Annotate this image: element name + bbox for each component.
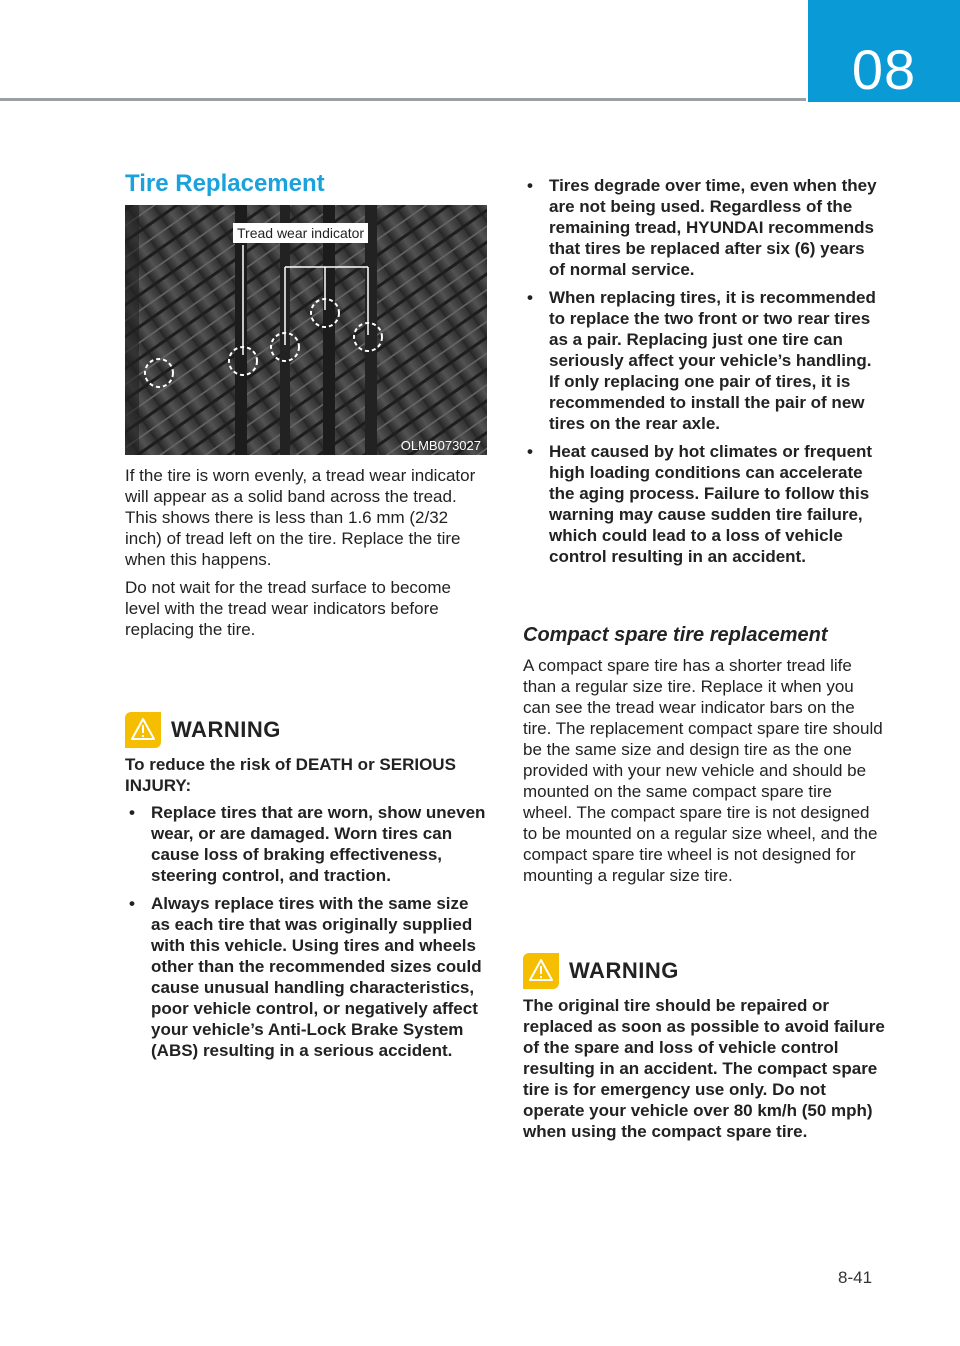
list-item-text: Tires degrade over time, even when they are not being used. Regardless of the remaining tread, HYUNDAI recommends that tires be replaced after six (6) years of normal service.	[549, 176, 877, 279]
list-item	[523, 175, 885, 280]
bullet-dot: •	[129, 894, 135, 913]
list-item	[523, 287, 885, 434]
list-item	[125, 802, 487, 886]
warning-triangle-icon	[528, 958, 554, 982]
warning-header	[125, 712, 487, 748]
chapter-tab: 08	[808, 0, 960, 102]
list-item	[523, 441, 885, 567]
intro-text-block	[125, 465, 487, 640]
warning-header	[523, 953, 885, 989]
list-item-text: Heat caused by hot climates or frequent high loading conditions can accelerate the aging process. Failure to follow this warning may cause sudden tire failure, which could lead to a loss of vehicle control resulting in an accident.	[549, 442, 873, 566]
section-title: Tire Replacement	[125, 170, 325, 197]
header-rule	[0, 98, 806, 101]
paragraph: Do not wait for the tread surface to become level with the tread wear indicators before replacing the tire.	[125, 578, 452, 639]
tread-wear-indicator-label: Tread wear indicator	[233, 223, 368, 243]
warning-intro: To reduce the risk of DEATH or SERIOUS INJURY:	[125, 755, 456, 795]
page-number: 8-41	[838, 1268, 873, 1287]
subsection-title: Compact spare tire replacement	[523, 624, 828, 646]
warning-block-left	[125, 712, 487, 1068]
warning-bullet-list	[125, 802, 487, 1061]
paragraph: If the tire is worn evenly, a tread wear indicator will appear as a solid band across the tread. This shows there is less than 1.6 mm (2/32 inch) of tread left on the tire. Replace the tire when this happens.	[125, 466, 476, 569]
bullet-dot: •	[527, 288, 533, 307]
warning-text: The original tire should be repaired or replaced as soon as possible to avoid failure of the spare and loss of vehicle control resulting in an accident. The compact spare tire is for emergency use only. Do not operate your vehicle over 80 km/h (50 mph) when using the compact spare tire.	[523, 996, 885, 1141]
warning-triangle-icon	[130, 717, 156, 741]
warning-badge	[125, 712, 161, 748]
list-item	[125, 893, 487, 1061]
tire-tread-figure	[125, 205, 487, 455]
warning-block-right	[523, 953, 885, 1142]
list-item-text: Replace tires that are worn, show uneven wear, or are damaged. Worn tires can cause loss of braking effectiveness, steering control, and traction.	[151, 803, 486, 885]
bullet-dot: •	[527, 442, 533, 461]
warning-title: WARNING	[171, 717, 281, 742]
warning-badge	[523, 953, 559, 989]
warning-title: WARNING	[569, 958, 679, 983]
subsection-text: A compact spare tire has a shorter tread life than a regular size tire. Replace it when you can see the tread wear indicator bars on the tire. The replacement compact spare tire should be the same size and design tire as the one provided with your new vehicle and should be mounted on the same compact spare tire wheel. The compact spare tire is not designed to be mounted on a regular size wheel, and the compact spare tire wheel is not designed for mounting a regular size tire.	[523, 656, 883, 885]
bullet-dot: •	[129, 803, 135, 822]
bullet-dot: •	[527, 176, 533, 195]
list-item-text: When replacing tires, it is recommended to replace the two front or two rear tires as a pair. Replacing just one tire can seriously affect your vehicle’s handling. If only replacing one pair of tires, it is recommended to install the pair of new tires on the rear axle.	[549, 288, 876, 433]
tire-bullet-block	[523, 175, 885, 574]
figure-code: OLMB073027	[400, 438, 481, 453]
list-item-text: Always replace tires with the same size as each tire that was originally supplied with this vehicle. Using tires and wheels other than the recommended sizes could cause unusual handling characteristics, poor vehicle control, or negatively affect your vehicle’s Anti-Lock Brake System (ABS) resulting in a serious accident.	[151, 894, 482, 1060]
compact-spare-block	[523, 624, 885, 886]
tire-bullet-list	[523, 175, 885, 567]
